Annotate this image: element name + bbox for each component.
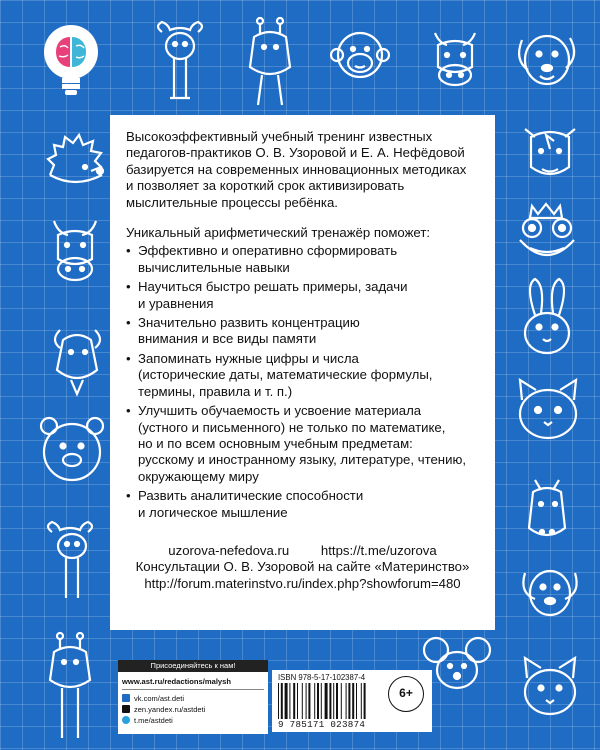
rhino-doodle-icon: [515, 115, 585, 190]
horse-doodle-icon: [515, 470, 580, 550]
benefits-list: [126, 243, 481, 521]
zen-row[interactable]: [122, 704, 264, 714]
brain-lightbulb-icon: [40, 22, 102, 100]
intro-line: педагогов-практиков О. В. Узоровой и Е. А. Нефёдовой: [126, 145, 465, 161]
telegram-icon: [122, 716, 130, 724]
intro-line: Высокоэффективный учебный тренинг известных: [126, 129, 433, 144]
intro-line: базируется на современных инновационных методиках: [126, 161, 467, 177]
cat-bottom-doodle-icon: [515, 650, 585, 730]
intro-paragraph: [126, 129, 481, 211]
puppy-doodle-icon: [515, 555, 585, 625]
barcode-image: [278, 683, 386, 719]
hedgehog-doodle-icon: [40, 125, 110, 195]
zen-icon: [122, 705, 130, 713]
barcode-digits: 9 785171 023874: [278, 719, 366, 730]
isbn-number: ISBN 978-5-17-102387-4: [278, 673, 366, 682]
dog-doodle-icon: [510, 20, 585, 110]
links-block: [110, 543, 495, 592]
intro-line: мыслительные процессы ребёнка.: [126, 194, 338, 210]
forum-link[interactable]: http://forum.materinstvo.ru/index.php?showforum=480: [144, 575, 461, 591]
vk-icon: [122, 694, 130, 702]
telegram-social-link[interactable]: t.me/astdeti: [134, 715, 173, 725]
telegram-link[interactable]: https://t.me/uzorova: [320, 543, 437, 558]
consultation-text: Консультации О. В. Узоровой на сайте «Материнство»: [135, 559, 470, 575]
list-item: • Научиться быстро решать примеры, задачи и уравнения: [126, 279, 481, 312]
bear-doodle-icon: [35, 410, 110, 490]
benefits-lead: Уникальный арифметический тренажёр поможет:: [126, 225, 431, 241]
list-item: • Запоминать нужные цифры и числа (исторические даты, математические формулы, термины, правила и т. п.): [126, 351, 481, 400]
giraffe-doodle-icon: [150, 20, 210, 110]
publisher-site-link[interactable]: www.ast.ru/redactions/malysh: [122, 677, 264, 690]
description-panel: [110, 115, 495, 630]
monkey-doodle-icon: [330, 25, 390, 90]
website-link[interactable]: uzorova-nefedova.ru: [168, 543, 290, 558]
cat-doodle-icon: [508, 370, 588, 450]
age-rating-badge: 6+: [388, 676, 424, 712]
giraffe-small-doodle-icon: [40, 520, 105, 605]
vk-link[interactable]: vk.com/ast.deti: [134, 693, 185, 703]
social-box: [118, 660, 268, 734]
frog-doodle-icon: [510, 200, 585, 275]
list-item: • Улучшить обучаемость и усвоение материала (устного и письменного) не только по математике, но и по всем основным учебным предметам: русскому и иностранному языку, литературе, чтению, окружающему миру: [126, 403, 481, 485]
rabbit-doodle-icon: [515, 275, 580, 365]
vk-row[interactable]: [122, 693, 264, 703]
cow-left-doodle-icon: [40, 215, 110, 290]
zen-link[interactable]: zen.yandex.ru/astdeti: [134, 704, 206, 714]
telegram-row[interactable]: [122, 715, 264, 725]
cow-doodle-icon: [420, 25, 490, 95]
intro-line: и позволяет за короткий срок активизировать: [126, 178, 405, 194]
giraffe-head-doodle-icon: [240, 15, 300, 110]
join-banner: Присоединяйтесь к нам!: [118, 660, 268, 672]
list-item: • Значительно развить концентрацию внимания и все виды памяти: [126, 315, 481, 348]
list-item: • Эффективно и оперативно сформировать вычислительные навыки: [126, 243, 481, 276]
giraffe-bottom-doodle-icon: [40, 630, 100, 740]
list-item: • Развить аналитические способности и логическое мышление: [126, 488, 481, 521]
goat-doodle-icon: [45, 320, 110, 400]
